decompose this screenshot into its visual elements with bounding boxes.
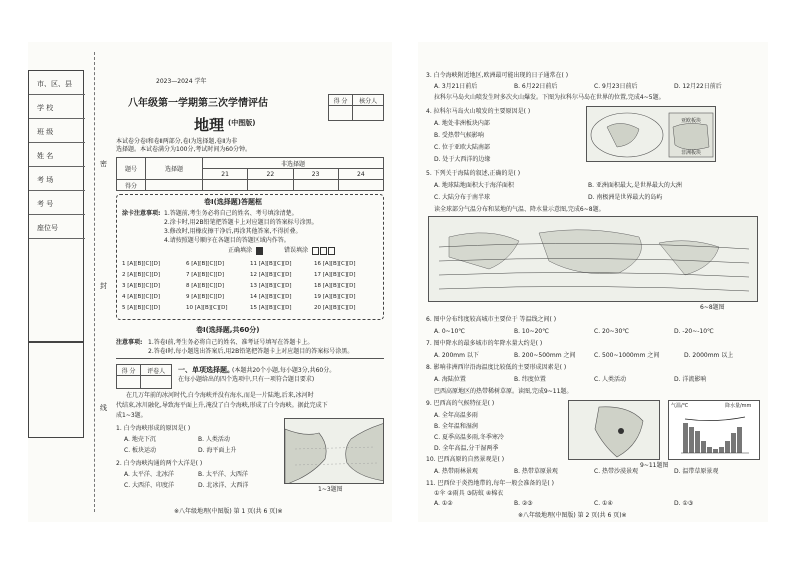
answer-bubble-row[interactable]: 13 [A][B][C][D] bbox=[250, 283, 292, 289]
option[interactable]: C. 大西洋、印度洋 bbox=[124, 482, 175, 489]
option[interactable]: C. 热带沙漠景观 bbox=[594, 468, 639, 475]
answer-bubble-row[interactable]: 6 [A][B][C][D] bbox=[186, 261, 225, 267]
answer-bubble-row[interactable]: 14 [A][B][C][D] bbox=[250, 294, 292, 300]
answer-bubble-row[interactable]: 5 [A][B][C][D] bbox=[122, 305, 161, 311]
answer-card-notice-label: 涂卡注意事项: bbox=[122, 210, 161, 217]
top-score-box bbox=[328, 94, 384, 121]
option[interactable]: A. 热带雨林景观 bbox=[434, 468, 478, 475]
option[interactable]: B. 热带草原景观 bbox=[514, 468, 558, 475]
option[interactable]: D. 洋流影响 bbox=[674, 376, 707, 383]
sidebar-label: 考 场 bbox=[37, 176, 54, 184]
correct-fill-label: 正确填涂 bbox=[228, 247, 253, 254]
option[interactable]: B. 全年温和湿润 bbox=[434, 423, 478, 430]
map-label: 亚欧板块 bbox=[681, 118, 702, 124]
exam-page-1 bbox=[28, 42, 392, 522]
score-cell[interactable] bbox=[146, 180, 203, 191]
sidebar-label: 考 号 bbox=[37, 200, 54, 208]
wrong-fill-label: 错误填涂 bbox=[284, 247, 309, 254]
grader-cell[interactable] bbox=[353, 106, 384, 121]
exam-notes: 选择题。本试卷满分为100分,考试时间为60分钟。 bbox=[116, 146, 251, 153]
sidebar-label: 班 级 bbox=[37, 128, 54, 136]
question-11-items: ①伞 ②雨具 ③防蚊 ④棉衣 bbox=[434, 490, 504, 497]
option[interactable]: C. 板块运动 bbox=[124, 447, 157, 454]
option[interactable]: B. 6月22日前后 bbox=[514, 83, 558, 90]
passage-text: 巴西高原地区的热带稀树草原。读图,完成9~11题。 bbox=[434, 388, 573, 395]
sidebar-stamp-box bbox=[28, 342, 84, 438]
option[interactable]: C. 20~30℃ bbox=[594, 328, 630, 335]
answer-bubble-row[interactable]: 15 [A][B][C][D] bbox=[250, 305, 292, 311]
world-temperature-map bbox=[428, 216, 758, 302]
sidebar-label: 姓 名 bbox=[37, 152, 54, 160]
answer-bubble-row[interactable]: 7 [A][B][C][D] bbox=[186, 272, 225, 278]
score-table-col: 21 bbox=[203, 169, 248, 180]
question-2: 2. 白令海峡沟通的两个大洋是( ) bbox=[116, 460, 203, 467]
option[interactable]: B. 纬度位置 bbox=[514, 376, 546, 383]
option[interactable]: A. 0~10℃ bbox=[434, 328, 466, 335]
option[interactable]: D. -20~-10℃ bbox=[674, 328, 714, 335]
wrong-fill-mark bbox=[328, 247, 335, 255]
answer-bubble-row[interactable]: 4 [A][B][C][D] bbox=[122, 294, 161, 300]
option[interactable]: A. 地处非洲板块内部 bbox=[434, 120, 490, 127]
question-5: 5. 下列关于海陆的叙述,正确的是( ) bbox=[426, 170, 521, 177]
grader-label: 核分人 bbox=[353, 95, 384, 106]
section1-desc: (本题共20个小题,每小题3分,共60分。 bbox=[232, 367, 336, 374]
wrong-fill-mark bbox=[312, 247, 319, 255]
sidebar-cell[interactable] bbox=[29, 95, 85, 119]
island-location-map bbox=[586, 106, 716, 162]
sidebar-label: 市、区、县 bbox=[37, 80, 72, 88]
option[interactable]: C. 500~1000mm 之间 bbox=[594, 352, 660, 359]
answer-bubble-row[interactable]: 17 [A][B][C][D] bbox=[314, 272, 356, 278]
sidebar-cell[interactable] bbox=[29, 71, 85, 95]
question-11: 11. 巴西位于炎热地带的,每年一般会准备的是( ) bbox=[426, 480, 554, 487]
option[interactable]: D. 处于大西洋的边缘 bbox=[434, 156, 491, 163]
subject-title: 地理 bbox=[194, 116, 225, 134]
answer-bubble-row[interactable]: 8 [A][B][C][D] bbox=[186, 283, 225, 289]
option[interactable]: A. 全年高温多雨 bbox=[434, 412, 478, 419]
answer-bubble-row[interactable]: 3 [A][B][C][D] bbox=[122, 283, 161, 289]
sidebar-cell[interactable] bbox=[29, 143, 85, 167]
score-cell[interactable] bbox=[293, 180, 338, 191]
question-4: 4. 拉科尔马岛火山喷发的主要原因是( ) bbox=[426, 108, 531, 115]
answer-bubble-row[interactable]: 18 [A][B][C][D] bbox=[314, 283, 356, 289]
answer-card-notice: 2.涂卡时,用2B铅笔把答题卡上对应题目的答案标号涂黑。 bbox=[164, 219, 318, 226]
seal-mark: 封 bbox=[100, 282, 107, 290]
sidebar-label: 学 校 bbox=[37, 104, 54, 112]
answer-bubble-row[interactable]: 2 [A][B][C][D] bbox=[122, 272, 161, 278]
option[interactable]: D. 海平面上升 bbox=[198, 447, 237, 454]
question-1: 1. 白令海峡形成的原因是( ) bbox=[116, 425, 191, 432]
passage-text: 拉科尔马岛火山喷发生时多次火山爆发。下图为拉科尔马岛在世界的位置,完成4~5题。 bbox=[434, 94, 665, 101]
score-cell[interactable] bbox=[338, 180, 383, 191]
chart-axis-label: 降水量/mm bbox=[725, 403, 752, 409]
sidebar-cell[interactable] bbox=[29, 119, 85, 143]
option[interactable]: C. ①④ bbox=[594, 500, 613, 507]
sidebar-cell[interactable] bbox=[29, 191, 85, 215]
score-cell[interactable] bbox=[248, 180, 293, 191]
answer-bubble-row[interactable]: 10 [A][B][C][D] bbox=[186, 305, 228, 311]
answer-bubble-row[interactable]: 12 [A][B][C][D] bbox=[250, 272, 292, 278]
answer-bubble-row[interactable]: 19 [A][B][C][D] bbox=[314, 294, 356, 300]
sidebar-cell[interactable] bbox=[29, 215, 85, 239]
question-3: 3. 白令海峡附近地区,欧洲最可能出现的日子通常在( ) bbox=[426, 72, 569, 79]
answer-card-notice: 1.答题前,考生务必将自己的姓名、考号填涂清楚。 bbox=[164, 210, 298, 217]
score-table bbox=[116, 157, 384, 191]
question-6: 6. 图中分布纬度较高城市主要位于 等温线之间( ) bbox=[426, 316, 557, 323]
option[interactable]: C. 大陆分布于南半球 bbox=[434, 194, 491, 201]
answer-bubble-row[interactable]: 20 [A][B][C][D] bbox=[314, 305, 356, 311]
score-table-header: 非选择题 bbox=[203, 158, 384, 169]
passage-text: 成1~3题。 bbox=[116, 412, 147, 419]
answer-bubble-row[interactable]: 16 [A][B][C][D] bbox=[314, 261, 356, 267]
page-footer: ※八年级地理(中图版) 第 2 页(共 6 页)※ bbox=[518, 512, 627, 519]
option[interactable]: A. ①② bbox=[434, 500, 453, 507]
section1-desc: 在每小题给出的四个选项中,只有一项符合题目要求) bbox=[178, 376, 315, 383]
map-caption: 9~11题图 bbox=[640, 462, 669, 469]
grader-cell[interactable] bbox=[141, 376, 172, 389]
option[interactable]: A. 3月21日前后 bbox=[434, 83, 478, 90]
option[interactable]: B. ②③ bbox=[514, 500, 533, 507]
section1-title: 一、单项选择题。 bbox=[178, 366, 234, 374]
warn-label: 注意事项: bbox=[116, 339, 143, 346]
map-label: 非洲板块 bbox=[681, 150, 702, 156]
option[interactable]: A. 地球陆地面积大于海洋面积 bbox=[434, 182, 514, 189]
part1-title: 卷Ⅰ(选择题,共60分) bbox=[196, 326, 260, 334]
sidebar-cell[interactable] bbox=[29, 167, 85, 191]
score-table-col: 22 bbox=[248, 169, 293, 180]
question-8: 8. 影响非洲西岸沿海温度比较低的主要形成因素是( ) bbox=[426, 364, 567, 371]
answer-card-notice: 4.请按照题号顺序在各题目的答题区域内作答。 bbox=[164, 237, 290, 244]
option[interactable]: C. 人类活动 bbox=[594, 376, 627, 383]
sidebar-label: 座位号 bbox=[37, 224, 58, 232]
wrong-fill-mark bbox=[320, 247, 327, 255]
section-score-box bbox=[116, 364, 172, 389]
divider bbox=[116, 358, 384, 359]
score-table-header: 选择题 bbox=[146, 158, 203, 180]
seal-mark: 线 bbox=[100, 404, 107, 412]
chart-axis-label: 气温/℃ bbox=[671, 403, 689, 409]
score-table-col: 23 bbox=[293, 169, 338, 180]
map-drawing bbox=[429, 217, 758, 302]
option[interactable]: B. 太平洋、大西洋 bbox=[198, 471, 248, 478]
warn-text: 2.答卷Ⅰ时,每小题选出答案后,用2B铅笔把答题卡上对应题目的答案标号涂黑。 bbox=[148, 348, 354, 355]
option[interactable]: C. 9月23日前后 bbox=[594, 83, 638, 90]
passage-text: 读全球部分气温分布和某地的气温、降水量示意图,完成6~8题。 bbox=[434, 206, 605, 213]
option[interactable]: A. 地壳下沉 bbox=[124, 436, 156, 443]
score-label: 得 分 bbox=[117, 365, 141, 376]
exam-title: 八年级第一学期第三次学情评估 bbox=[128, 98, 268, 109]
student-info-sidebar bbox=[28, 70, 84, 342]
score-cell[interactable] bbox=[203, 180, 248, 191]
option[interactable]: C. 位于亚欧大陆南部 bbox=[434, 144, 491, 151]
exam-page-2 bbox=[418, 42, 768, 522]
passage-text: 在几万年前的冰河时代,白令海峡并没有海水,而是一片陆地,后来,冰河时 bbox=[126, 392, 314, 399]
map-caption: 6~8题图 bbox=[700, 304, 725, 311]
option[interactable]: D. ①③ bbox=[674, 500, 694, 507]
passage-text: 代结束,冰川融化,导致海平面上升,淹没了白令海峡,形成了白令海峡。据此完成下 bbox=[116, 402, 328, 409]
warn-text: 1.答卷Ⅰ前,考生务必将自己的姓名、准考证号填写在答题卡上。 bbox=[148, 339, 314, 346]
score-cell[interactable] bbox=[329, 106, 353, 121]
climate-chart bbox=[668, 400, 760, 460]
seal-mark: 密 bbox=[100, 160, 107, 168]
map-drawing bbox=[285, 419, 384, 484]
answer-bubble-row[interactable]: 9 [A][B][C][D] bbox=[186, 294, 225, 300]
option[interactable]: A. 太平洋、北冰洋 bbox=[124, 471, 174, 478]
correct-fill-mark bbox=[256, 247, 263, 255]
option[interactable]: B. 亚洲面积最大,是世界最大的大洲 bbox=[588, 182, 682, 189]
option[interactable]: A. 200mm 以下 bbox=[434, 352, 479, 359]
option[interactable]: C. 夏季高温多雨,冬季寒冷 bbox=[434, 434, 504, 441]
map-drawing bbox=[569, 401, 660, 460]
answer-card-title: 卷Ⅰ(选择题)答题框 bbox=[204, 198, 263, 206]
option[interactable]: D. 温带草原景观 bbox=[674, 468, 719, 475]
score-table-col: 24 bbox=[338, 169, 383, 180]
brazil-map bbox=[568, 400, 660, 460]
answer-card-notice: 3.修改时,用橡皮擦干净后,再涂其他答案,不得折叠。 bbox=[164, 228, 302, 235]
score-table-row-label: 得分 bbox=[117, 180, 146, 191]
grader-label: 评卷人 bbox=[141, 365, 172, 376]
option[interactable]: D. 12月22日前后 bbox=[674, 83, 722, 90]
question-7: 7. 图中降水的最多城市的年降水量大约是( ) bbox=[426, 340, 543, 347]
option[interactable]: D. 南极洲是世界最大的岛屿 bbox=[588, 194, 663, 201]
bering-strait-map bbox=[284, 418, 384, 484]
answer-bubble-row[interactable]: 1 [A][B][C][D] bbox=[122, 261, 161, 267]
page-footer: ※八年级地理(中图版) 第 1 页(共 6 页)※ bbox=[174, 508, 283, 515]
question-9: 9. 巴西高的气候特征是( ) bbox=[426, 400, 495, 407]
score-table-header: 题号 bbox=[117, 158, 146, 180]
option[interactable]: B. 200~500mm 之间 bbox=[514, 352, 576, 359]
question-10: 10. 巴西高原的自然景观是( ) bbox=[426, 456, 505, 463]
seal-line bbox=[94, 52, 95, 512]
option[interactable]: B. 人类活动 bbox=[198, 436, 230, 443]
answer-bubble-row[interactable]: 11 [A][B][C][D] bbox=[250, 261, 292, 267]
option[interactable]: A. 海陆位置 bbox=[434, 376, 466, 383]
score-cell[interactable] bbox=[117, 376, 141, 389]
option[interactable]: B. 10~20℃ bbox=[514, 328, 549, 335]
option[interactable]: B. 受热带气候影响 bbox=[434, 132, 484, 139]
option[interactable]: D. 全年高温,分干湿两季 bbox=[434, 445, 499, 452]
score-label: 得 分 bbox=[329, 95, 353, 106]
option[interactable]: D. 北冰洋、大西洋 bbox=[198, 482, 249, 489]
map-caption: 1~3题图 bbox=[318, 486, 343, 493]
school-year: 2023—2024 学年 bbox=[156, 78, 207, 85]
edition-label: (中图版) bbox=[228, 119, 256, 127]
option[interactable]: D. 2000mm 以上 bbox=[684, 352, 734, 359]
exam-notes: 本试卷分卷Ⅰ和卷Ⅱ两部分,卷Ⅰ为选择题,卷Ⅱ为非 bbox=[116, 138, 238, 145]
